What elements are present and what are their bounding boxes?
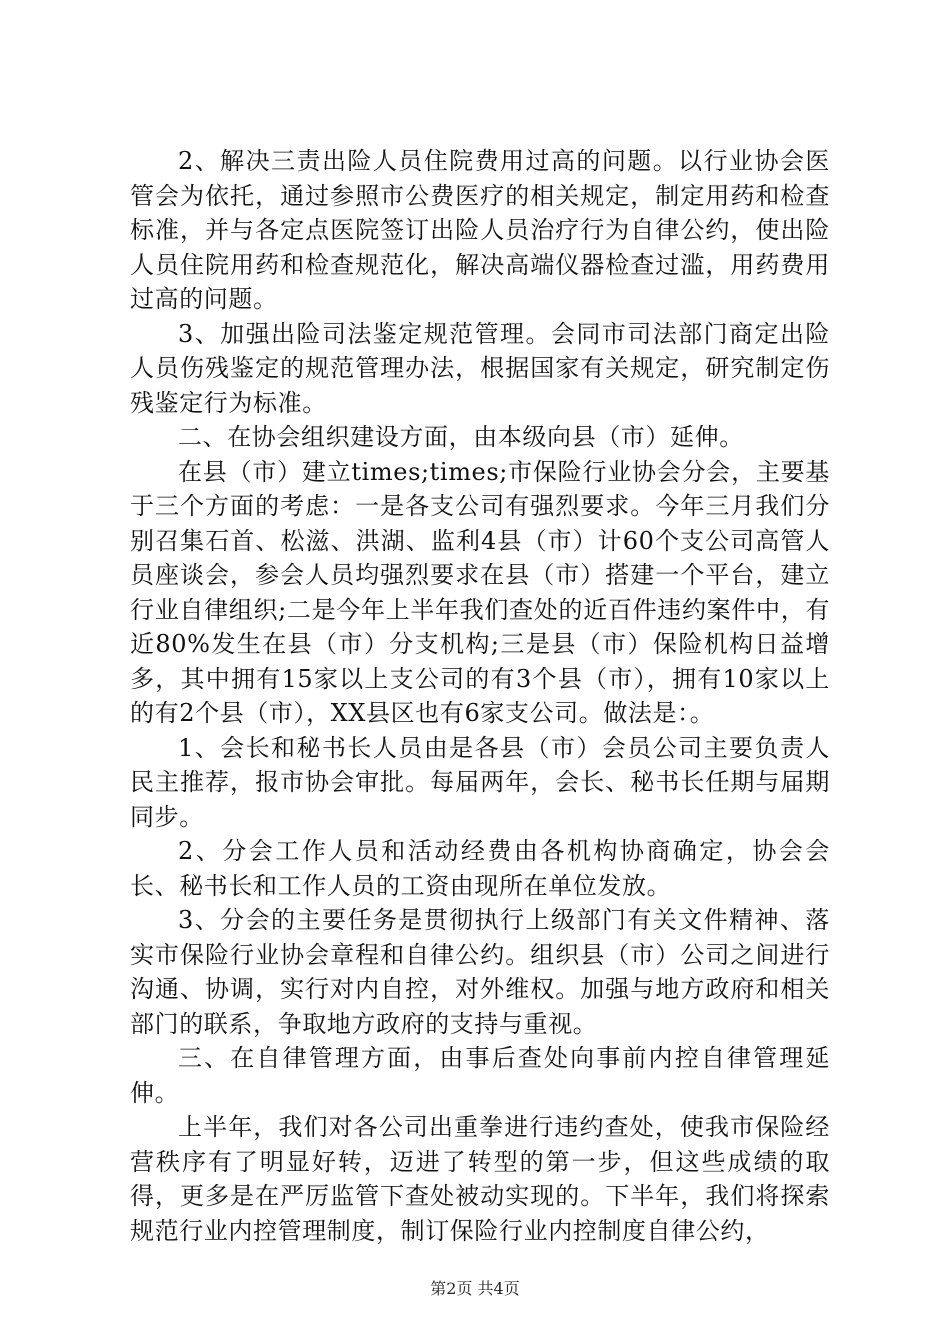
page-footer: 第2页 共4页 bbox=[430, 1279, 520, 1298]
paragraph: 在县（市）建立times;times;市保险行业协会分会，主要基于三个方面的考虑：一是各支公司有强烈要求。今年三月我们分别召集石首、松滋、洪湖、监利4县（市）计60个支公司高管人员座谈会，参会人员均强烈要求在县（市）搭建一个平台，建立行业自律组织;二是今年上半年我们查处的近百件违约案件中，有近80%发生在县（市）分支机构;三是县（市）保险机构日益增多，其中拥有15家以上支公司的有3个县（市），拥有10家以上的有2个县（市），XX县区也有6家支公司。做法是：。 bbox=[130, 457, 830, 727]
paragraph: 2、解决三责出险人员住院费用过高的问题。以行业协会医管会为依托，通过参照市公费医疗的相关规定，制定用药和检查标准，并与各定点医院签订出险人员治疗行为自律公约，使出险人员住院用药和检查规范化，解决高端仪器检查过滥，用药费用过高的问题。 bbox=[130, 147, 830, 313]
paragraph: 上半年，我们对各公司出重拳进行违约查处，使我市保险经营秩序有了明显好转，迈进了转型的第一步，但这些成绩的取得，更多是在严厉监管下查处被动实现的。下半年，我们将探索规范行业内控管理制度，制订保险行业内控制度自律公约， bbox=[130, 1113, 830, 1245]
paragraph: 1、会长和秘书长人员由是各县（市）会员公司主要负责人民主推荐，报市协会审批。每届两年，会长、秘书长任期与届期同步。 bbox=[130, 733, 830, 831]
paragraph: 3、分会的主要任务是贯彻执行上级部门有关文件精神、落实市保险行业协会章程和自律公约。组织县（市）公司之间进行沟通、协调，实行对内自控，对外维权。加强与地方政府和相关部门的联系，争取地方政府的支持与重视。 bbox=[130, 906, 830, 1038]
paragraph: 2、分会工作人员和活动经费由各机构协商确定，协会会长、秘书长和工作人员的工资由现所在单位发放。 bbox=[130, 837, 830, 900]
section-heading: 二、在协会组织建设方面，由本级向县（市）延伸。 bbox=[178, 423, 744, 451]
section-heading: 三、在自律管理方面，由事后查处向事前内控自律管理延伸。 bbox=[130, 1044, 830, 1107]
paragraph: 3、加强出险司法鉴定规范管理。会同市司法部门商定出险人员伤残鉴定的规范管理办法，根据国家有关规定，研究制定伤残鉴定行为标准。 bbox=[130, 319, 830, 417]
document-body bbox=[130, 144, 830, 1248]
